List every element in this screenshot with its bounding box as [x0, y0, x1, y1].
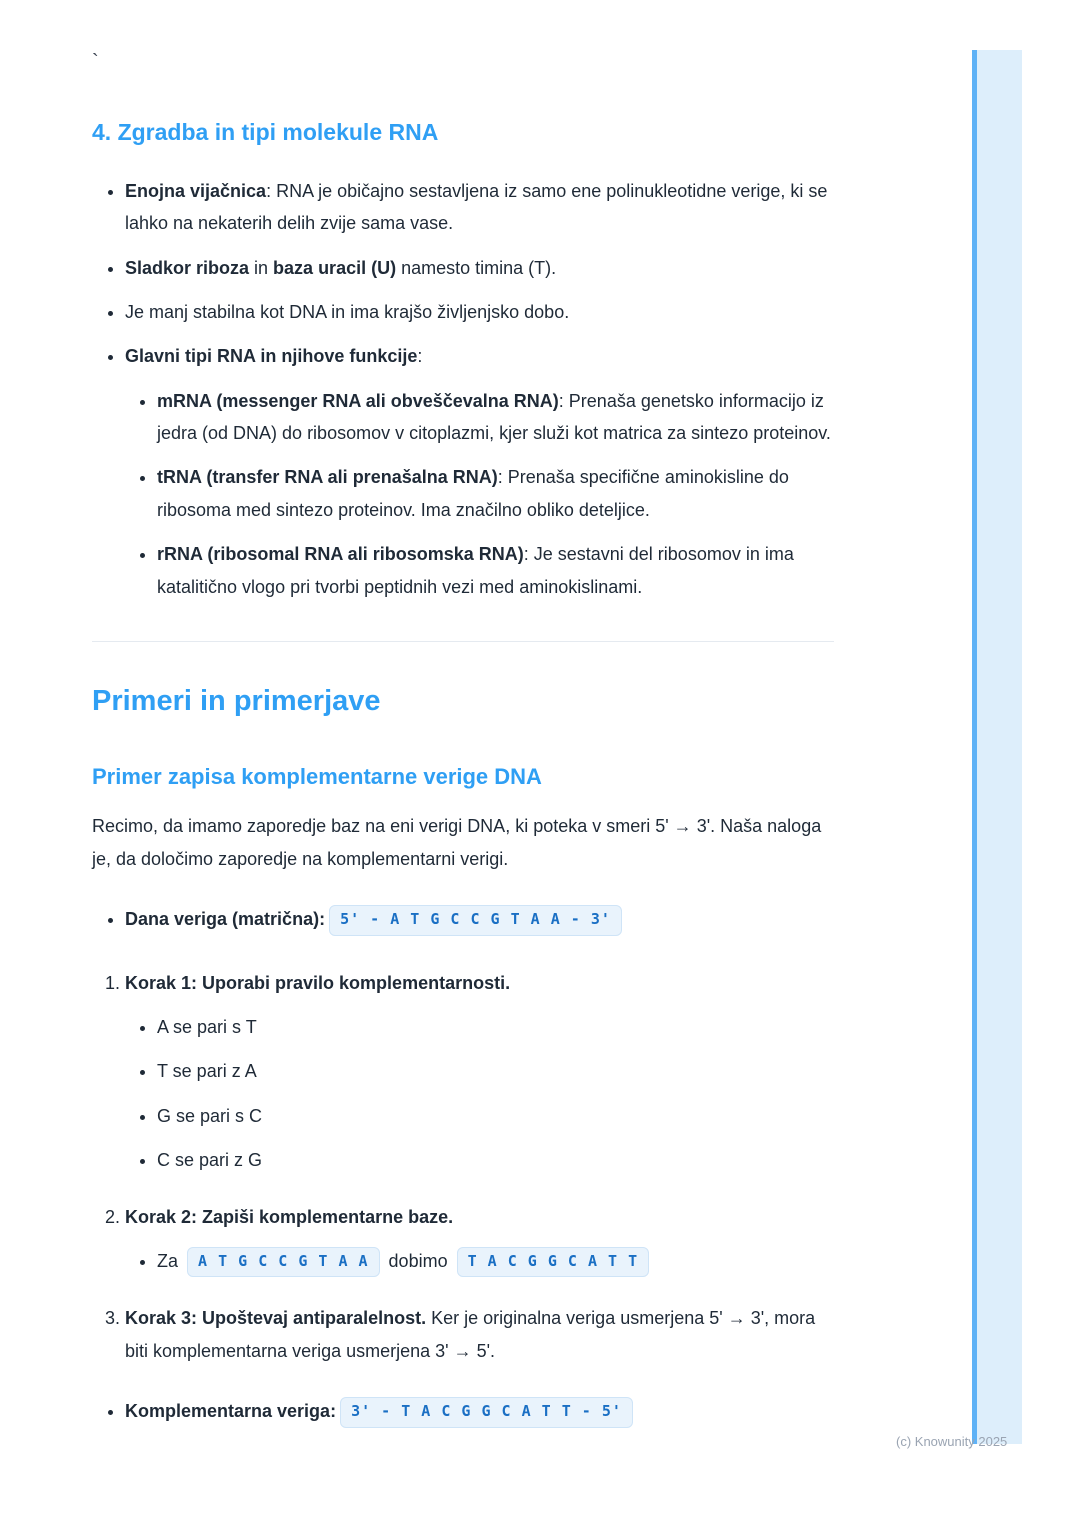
pairing-rule: • G se pari s C	[157, 1100, 834, 1132]
step-item-1	[125, 967, 834, 1177]
step-item-3	[125, 1302, 834, 1367]
rna-bullet-list	[92, 175, 834, 603]
list-item	[125, 175, 834, 240]
step-item-2	[125, 1201, 834, 1279]
scrollbar-track[interactable]	[977, 50, 1022, 1444]
bold-run: Glavni tipi RNA in njihove funkcije	[125, 346, 418, 367]
copyright-watermark: (c) Knowunity 2025	[896, 1434, 1008, 1449]
given-strand-list	[92, 903, 834, 937]
bold-run: tRNA (transfer RNA ali prenašalna RNA)	[157, 467, 498, 488]
result-strand-label: Komplementarna veriga:	[125, 1401, 337, 1422]
text-run: Je manj stabilna kot DNA in ima krajšo življenjsko dobo.	[125, 301, 570, 322]
content-column	[92, 0, 834, 1429]
given-strand-label: Dana veriga (matrična):	[125, 909, 326, 930]
text-run: : Prenaša genetsko informacijo iz jedra (od DNA) do ribosomov v citoplazmi, kjer služi kot matrica za sintezo proteinov.	[157, 390, 831, 444]
bold-run: mRNA (messenger RNA ali obveščevalna RNA)	[157, 390, 559, 411]
list-item-trna	[157, 461, 834, 526]
given-strand-item	[125, 903, 834, 937]
bold-run: baza uracil (U)	[273, 257, 397, 278]
dna-sequence-chip: 5' - A T G C C G T A A - 3'	[329, 905, 622, 936]
text-run: dobimo	[383, 1250, 453, 1271]
intro-paragraph: Recimo, da imamo zaporedje baz na eni verigi DNA, ki poteka v smeri 5' → 3'. Naša naloga je, da določimo zaporedje na komplementarni verigi.	[92, 816, 822, 869]
bold-run: Sladkor riboza	[125, 257, 250, 278]
text-run: : RNA je običajno sestavljena iz samo ene polinukleotidne verige, ki se lahko na nekaterih delih zvije sama vase.	[125, 180, 828, 234]
scrollbar-thumb[interactable]	[972, 50, 977, 1444]
list-item-mrna	[157, 385, 834, 450]
result-strand-item	[125, 1395, 834, 1429]
step-title: Korak 3: Upoštevaj antiparalelnost.	[125, 1308, 427, 1329]
result-strand-list	[92, 1395, 834, 1429]
list-item	[125, 252, 834, 284]
bold-run: Enojna vijačnica	[125, 180, 267, 201]
bold-run: rRNA (ribosomal RNA ali ribosomska RNA)	[157, 544, 524, 565]
list-item-rrna	[157, 538, 834, 603]
text-run: : Prenaša specifične aminokisline do ribosoma med sintezo proteinov. Ima značilno obliko deteljice.	[157, 467, 789, 520]
stray-backtick: `	[92, 51, 99, 73]
text-run: :	[417, 346, 423, 367]
section-heading-rna: 4. Zgradba in tipi molekule RNA	[92, 119, 439, 145]
text-run: : Je sestavni del ribosomov in ima katalitično vlogo pri tvorbi peptidnih vezi med aminokislinami.	[157, 544, 794, 597]
list-item	[125, 296, 834, 328]
step-title: Korak 2: Zapiši komplementarne baze.	[125, 1206, 454, 1227]
dna-sequence-chip: A T G C C G T A A	[187, 1247, 380, 1278]
step-title: Korak 1: Uporabi pravilo komplementarnosti.	[125, 972, 511, 993]
text-run: in	[249, 257, 274, 278]
dna-sequence-chip: T A C G G C A T T	[457, 1247, 650, 1278]
pairing-rule: • C se pari z G	[157, 1144, 834, 1176]
dna-example-heading: Primer zapisa komplementarne verige DNA	[92, 763, 542, 789]
conversion-list	[125, 1245, 834, 1279]
pairing-rule: • A se pari s T	[157, 1011, 834, 1043]
examples-heading: Primeri in primerjave	[92, 685, 381, 718]
text-run: Ker je originalna veriga usmerjena 5' → 3', mora biti komplementarna veriga usmerjena 3' → 5'.	[125, 1308, 816, 1361]
conversion-item	[157, 1245, 834, 1279]
steps-list	[92, 967, 834, 1368]
section-divider	[92, 641, 834, 642]
pairing-rules-list	[125, 1011, 834, 1177]
pairing-rule: • T se pari z A	[157, 1055, 834, 1087]
text-run: Za	[157, 1250, 184, 1271]
list-item	[125, 340, 834, 603]
text-run: namesto timina (T).	[396, 257, 557, 278]
dna-sequence-chip: 3' - T A C G G C A T T - 5'	[340, 1397, 633, 1428]
rna-types-list	[125, 385, 834, 603]
